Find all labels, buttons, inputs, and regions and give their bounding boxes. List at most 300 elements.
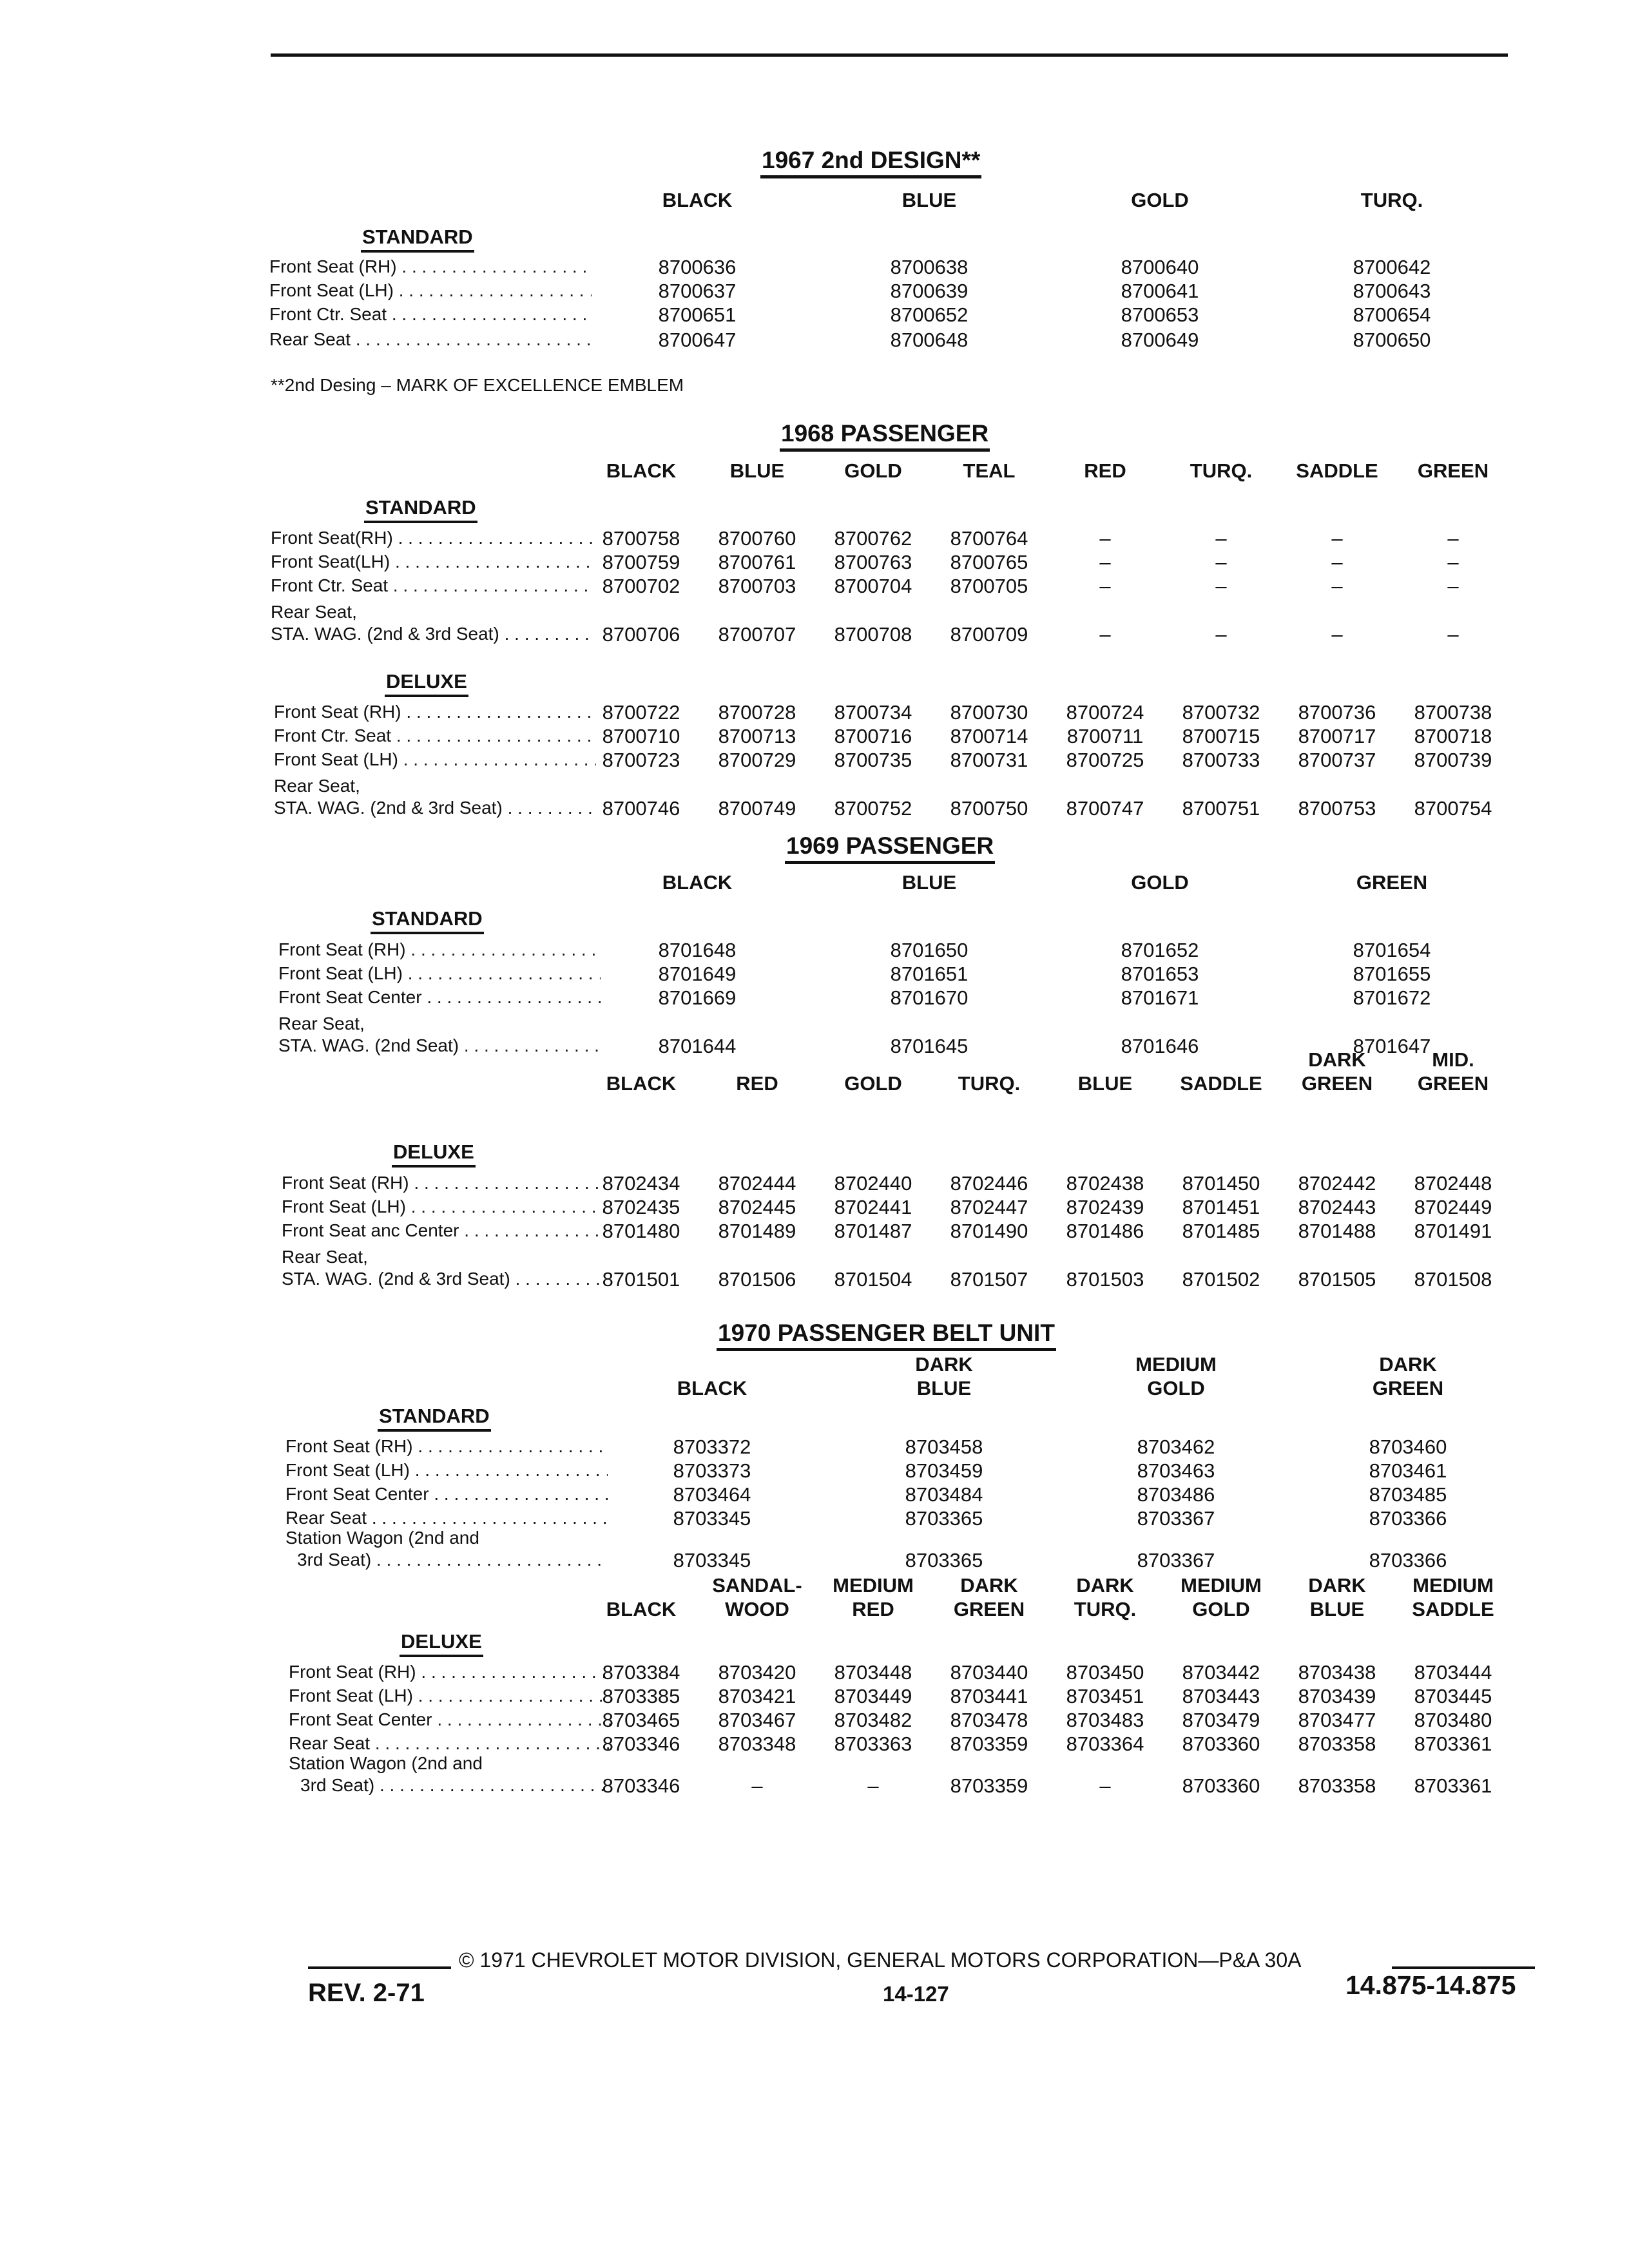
column-header-line: DARK (1379, 1353, 1437, 1376)
part-number-cell: 8700639 (890, 280, 969, 302)
part-number-cell: 8700760 (718, 527, 796, 550)
part-number-cell: 8703361 (1414, 1774, 1492, 1797)
standard-column-header (1369, 459, 1537, 483)
row-label (282, 1220, 604, 1242)
part-number-cell: – (1447, 575, 1459, 597)
row-label (285, 1527, 608, 1571)
part-number-cell: 8703364 (1066, 1733, 1144, 1755)
part-number-cell: 8703459 (905, 1459, 983, 1482)
row-label-line (282, 1246, 604, 1268)
row-label-line (271, 623, 593, 645)
part-number-cell: 8701491 (1414, 1220, 1492, 1242)
part-number-cell: 8703361 (1414, 1733, 1492, 1755)
part-number-cell: 8700753 (1298, 797, 1376, 820)
row-label-line (269, 303, 592, 325)
row-label-line (271, 551, 593, 573)
row-label-line (271, 601, 593, 623)
part-number-cell: 8700722 (602, 701, 680, 724)
section-title: 1969 PASSENGER (785, 832, 995, 864)
standard-column-header (1076, 188, 1244, 212)
part-number-cell: 8703363 (834, 1733, 912, 1755)
part-number-cell: 8703420 (718, 1661, 796, 1684)
part-number-cell: 8700736 (1298, 701, 1376, 724)
row-label (278, 1013, 601, 1057)
part-number-cell: 8700751 (1182, 797, 1260, 820)
column-header-line: BLACK (662, 871, 733, 894)
part-number-cell: 8700761 (718, 551, 796, 573)
column-header-line: GOLD (844, 1072, 902, 1095)
part-number-cell: – (1331, 551, 1343, 573)
part-number-cell: 8703461 (1369, 1459, 1447, 1482)
part-number-cell: 8700713 (718, 725, 796, 747)
part-number-cell: 8701655 (1353, 963, 1431, 985)
part-number-cell: 8703348 (718, 1733, 796, 1755)
row-label-text: Front Seat (LH) (282, 1196, 406, 1216)
row-label-text: Rear Seat (285, 1508, 367, 1528)
leader-dots (403, 963, 601, 983)
part-number-cell: – (1331, 527, 1343, 550)
part-number-cell: 8702438 (1066, 1172, 1144, 1195)
part-number-cell: 8700728 (718, 701, 796, 724)
part-number-cell: 8700764 (950, 527, 1028, 550)
part-number-cell: 8701652 (1121, 939, 1199, 961)
part-number-cell: 8700732 (1182, 701, 1260, 724)
part-number-cell: 8702447 (950, 1196, 1028, 1218)
footer-rule-right (1392, 1966, 1535, 1969)
row-label-line (285, 1483, 608, 1505)
part-number-cell: – (867, 1774, 879, 1797)
standard-column-header (628, 1376, 796, 1400)
part-number-cell: 8702441 (834, 1196, 912, 1218)
row-label-line (285, 1549, 608, 1571)
column-header-line: TURQ. (958, 1072, 1021, 1095)
part-number-cell: 8703485 (1369, 1483, 1447, 1506)
part-number-cell: 8703444 (1414, 1661, 1492, 1684)
part-number-cell: 8700752 (834, 797, 912, 820)
column-header-line: WOOD (725, 1598, 789, 1620)
part-number-cell: – (1099, 527, 1111, 550)
part-number-cell: 8703366 (1369, 1507, 1447, 1530)
column-header-line: DARK (1076, 1574, 1134, 1597)
standard-column-header (1308, 188, 1476, 212)
part-number-cell: 8700651 (658, 303, 737, 326)
column-header-line: GREEN (1301, 1072, 1373, 1095)
standard-column-header (613, 188, 781, 212)
column-header-line: GOLD (1131, 189, 1189, 211)
row-label (289, 1733, 611, 1754)
part-number-cell: 8701485 (1182, 1220, 1260, 1242)
column-header-line: BLUE (916, 1377, 972, 1399)
part-number-cell: 8703462 (1137, 1436, 1215, 1458)
standard-column-header (845, 188, 1013, 212)
row-label-line (282, 1268, 604, 1290)
column-header-line: DARK (960, 1574, 1018, 1597)
row-label-text: Front Seat (LH) (278, 963, 403, 983)
row-label-text: Front Seat (LH) (285, 1460, 410, 1480)
part-number-cell: 8703448 (834, 1661, 912, 1684)
part-number-cell: 8701480 (602, 1220, 680, 1242)
row-label-text: Front Seat(RH) (271, 528, 393, 548)
row-label (271, 527, 593, 549)
row-label (274, 749, 596, 771)
part-number-cell: 8701501 (602, 1268, 680, 1291)
footer-revision: REV. 2-71 (308, 1979, 425, 2007)
part-number-cell: 8703449 (834, 1685, 912, 1707)
part-number-cell: 8701502 (1182, 1268, 1260, 1291)
row-label-line (274, 775, 596, 797)
row-label (269, 329, 592, 351)
row-label-line (269, 256, 592, 278)
part-number-cell: 8700640 (1121, 256, 1199, 278)
part-number-cell: 8700714 (950, 725, 1028, 747)
row-label (271, 551, 593, 573)
part-number-cell: 8700705 (950, 575, 1028, 597)
row-label (285, 1436, 608, 1457)
part-number-cell: 8701487 (834, 1220, 912, 1242)
part-number-cell: 8700643 (1353, 280, 1431, 302)
column-header-line: RED (852, 1598, 894, 1620)
part-number-cell: 8701669 (658, 986, 737, 1009)
row-label-line (282, 1196, 604, 1218)
row-label-text: Front Seat anc Center (282, 1220, 459, 1240)
part-number-cell: 8702445 (718, 1196, 796, 1218)
part-number-cell: 8702446 (950, 1172, 1028, 1195)
row-label-line (289, 1685, 611, 1707)
row-label-text: STA. WAG. (2nd & 3rd Seat) (271, 624, 499, 644)
row-label-text: STA. WAG. (2nd & 3rd Seat) (282, 1269, 510, 1289)
part-number-cell: 8701646 (1121, 1035, 1199, 1057)
part-number-cell: 8701647 (1353, 1035, 1431, 1057)
row-label-line (278, 963, 601, 985)
part-number-cell: 8700653 (1121, 303, 1199, 326)
part-number-cell: 8700750 (950, 797, 1028, 820)
footer-reference: 14.875-14.875 (1345, 1970, 1516, 2000)
leader-dots (351, 329, 592, 349)
part-number-cell: 8701651 (890, 963, 969, 985)
part-number-cell: 8700704 (834, 575, 912, 597)
row-label (269, 256, 592, 278)
column-header-line: BLUE (1077, 1072, 1133, 1095)
part-number-cell: 8703484 (905, 1483, 983, 1506)
part-number-cell: 8703359 (950, 1774, 1028, 1797)
deluxe-column-header (1369, 1573, 1537, 1621)
part-number-cell: 8703451 (1066, 1685, 1144, 1707)
column-header-line: DARK (1308, 1574, 1366, 1597)
row-label-text: Front Seat (LH) (269, 280, 394, 300)
part-number-cell: 8702439 (1066, 1196, 1144, 1218)
row-label-text: Front Seat Center (278, 987, 422, 1007)
part-number-cell: 8701503 (1066, 1268, 1144, 1291)
row-label-text: Station Wagon (2nd and (289, 1753, 483, 1773)
category-heading: DELUXE (400, 1630, 483, 1657)
row-label (289, 1661, 611, 1683)
section-title: 1970 PASSENGER BELT UNIT (717, 1320, 1056, 1351)
standard-column-header (1076, 870, 1244, 894)
leader-dots (393, 528, 593, 548)
row-label-text: Front Ctr. Seat (269, 304, 387, 324)
part-number-cell: 8703358 (1298, 1733, 1376, 1755)
part-number-cell: 8701645 (890, 1035, 969, 1057)
row-label-text: STA. WAG. (2nd Seat) (278, 1035, 459, 1055)
part-number-cell: 8700734 (834, 701, 912, 724)
category-heading: DELUXE (392, 1140, 476, 1168)
part-number-cell: 8700641 (1121, 280, 1199, 302)
standard-column-header (1092, 1352, 1260, 1400)
part-number-cell: 8700706 (602, 623, 680, 646)
part-number-cell: – (1331, 623, 1343, 646)
part-number-cell: 8700747 (1066, 797, 1144, 820)
row-label-line (271, 527, 593, 549)
part-number-cell: – (1099, 551, 1111, 573)
column-header-line: BLUE (901, 189, 957, 211)
category-heading: STANDARD (378, 1405, 491, 1432)
column-header-line: GREEN (1372, 1377, 1444, 1399)
row-label-text: Front Seat(LH) (271, 552, 390, 572)
row-label-line (274, 749, 596, 771)
row-label-line (278, 1035, 601, 1057)
part-number-cell: 8700702 (602, 575, 680, 597)
part-number-cell: 8703443 (1182, 1685, 1260, 1707)
part-number-cell: 8703385 (602, 1685, 680, 1707)
part-number-cell: 8702440 (834, 1172, 912, 1195)
standard-column-header (1324, 1352, 1492, 1400)
leader-dots (459, 1035, 601, 1055)
leader-dots (422, 987, 601, 1007)
row-label (285, 1483, 608, 1505)
row-label-text: Front Seat (RH) (282, 1173, 409, 1193)
part-number-cell: 8700737 (1298, 749, 1376, 771)
leader-dots (367, 1508, 608, 1528)
part-number-cell: 8703477 (1298, 1709, 1376, 1731)
part-number-cell: 8701671 (1121, 986, 1199, 1009)
part-number-cell: 8700717 (1298, 725, 1376, 747)
leader-dots (387, 304, 592, 324)
part-number-cell: 8703346 (602, 1733, 680, 1755)
row-label (285, 1459, 608, 1481)
part-number-cell: 8703479 (1182, 1709, 1260, 1731)
part-number-cell: – (1099, 575, 1111, 597)
row-label-text: Front Seat (RH) (278, 939, 406, 959)
row-label-line (289, 1753, 611, 1774)
part-number-cell: – (1099, 623, 1111, 646)
leader-dots (397, 256, 592, 276)
part-number-cell: – (1447, 551, 1459, 573)
part-number-cell: 8700735 (834, 749, 912, 771)
column-header-line: MEDIUM (1181, 1574, 1262, 1597)
part-number-cell: 8703486 (1137, 1483, 1215, 1506)
part-number-cell: 8700754 (1414, 797, 1492, 820)
row-label-text: Front Seat (RH) (289, 1662, 416, 1682)
row-label-line (278, 1013, 601, 1035)
column-header-line: MID. (1432, 1048, 1474, 1071)
part-number-cell: 8700703 (718, 575, 796, 597)
part-number-cell: 8700749 (718, 797, 796, 820)
row-label-text: Rear Seat, (278, 1014, 365, 1033)
part-number-cell: 8700763 (834, 551, 912, 573)
column-header-line: RED (1084, 459, 1126, 482)
part-number-cell: 8703366 (1369, 1549, 1447, 1571)
part-number-cell: 8703467 (718, 1709, 796, 1731)
part-number-cell: 8701505 (1298, 1268, 1376, 1291)
row-label-text: 3rd Seat) (300, 1775, 375, 1795)
section-title: 1968 PASSENGER (780, 420, 990, 452)
part-number-cell: 8700733 (1182, 749, 1260, 771)
part-number-cell: 8703482 (834, 1709, 912, 1731)
row-label (289, 1709, 611, 1731)
column-header-line: SADDLE (1412, 1598, 1494, 1620)
part-number-cell: 8701450 (1182, 1172, 1260, 1195)
part-number-cell: – (1447, 623, 1459, 646)
row-label (271, 575, 593, 597)
part-number-cell: 8703483 (1066, 1709, 1144, 1731)
part-number-cell: 8700652 (890, 303, 969, 326)
row-label (274, 725, 596, 747)
row-label-text: Front Ctr. Seat (274, 726, 392, 745)
row-label (269, 303, 592, 325)
part-number-cell: – (1215, 575, 1227, 597)
part-number-cell: 8701504 (834, 1268, 912, 1291)
row-label-line (269, 329, 592, 351)
row-label-line (289, 1733, 611, 1754)
row-label (285, 1507, 608, 1529)
row-label-line (289, 1661, 611, 1683)
column-header-line: BLACK (677, 1377, 747, 1399)
leader-dots (388, 575, 593, 595)
row-label-text: Front Seat (LH) (289, 1686, 413, 1706)
part-number-cell: 8700650 (1353, 329, 1431, 351)
leader-dots (390, 552, 593, 572)
part-number-cell: 8703442 (1182, 1661, 1260, 1684)
part-number-cell: 8703365 (905, 1507, 983, 1530)
column-header-line: GOLD (844, 459, 902, 482)
category-heading: STANDARD (364, 496, 477, 523)
part-number-cell: 8700647 (658, 329, 737, 351)
row-label-line (282, 1220, 604, 1242)
part-number-cell: 8700716 (834, 725, 912, 747)
section-title: 1967 2nd DESIGN** (760, 147, 981, 178)
part-number-cell: 8703460 (1369, 1436, 1447, 1458)
part-number-cell: 8700762 (834, 527, 912, 550)
part-number-cell: 8703441 (950, 1685, 1028, 1707)
part-number-cell: 8701648 (658, 939, 737, 961)
part-number-cell: 8700730 (950, 701, 1028, 724)
part-number-cell: 8700642 (1353, 256, 1431, 278)
part-number-cell: – (1215, 623, 1227, 646)
row-label-line (278, 986, 601, 1008)
row-label (278, 986, 601, 1008)
part-number-cell: – (1447, 527, 1459, 550)
column-header-line: RED (736, 1072, 778, 1095)
column-header-line: TURQ. (1074, 1598, 1137, 1620)
part-number-cell: 8700638 (890, 256, 969, 278)
part-number-cell: 8700709 (950, 623, 1028, 646)
part-number-cell: 8701507 (950, 1268, 1028, 1291)
part-number-cell: 8701451 (1182, 1196, 1260, 1218)
part-number-cell: 8700707 (718, 623, 796, 646)
part-number-cell: – (1331, 575, 1343, 597)
part-number-cell: 8703439 (1298, 1685, 1376, 1707)
row-label (274, 775, 596, 819)
row-label-line (274, 797, 596, 819)
part-number-cell: 8703445 (1414, 1685, 1492, 1707)
part-number-cell: 8700729 (718, 749, 796, 771)
part-number-cell: 8700710 (602, 725, 680, 747)
row-label (282, 1196, 604, 1218)
column-header-line: GREEN (953, 1598, 1025, 1620)
row-label-text: Front Seat Center (285, 1484, 429, 1504)
column-header-line: BLACK (606, 459, 677, 482)
row-label-text: Rear Seat (269, 329, 351, 349)
column-header-line: MEDIUM (833, 1574, 914, 1597)
column-header-line: GREEN (1356, 871, 1428, 894)
row-label (282, 1246, 604, 1290)
standard-column-header (613, 870, 781, 894)
row-label-line (274, 725, 596, 747)
part-number-cell: 8703345 (673, 1507, 751, 1530)
row-label-text: Front Seat Center (289, 1709, 432, 1729)
part-number-cell: 8700731 (950, 749, 1028, 771)
part-number-cell: 8700724 (1066, 701, 1144, 724)
row-label-line (285, 1507, 608, 1529)
row-label-line (269, 280, 592, 302)
part-number-cell: 8701506 (718, 1268, 796, 1291)
leader-dots (406, 939, 601, 959)
part-number-cell: 8700725 (1066, 749, 1144, 771)
part-number-cell: 8701672 (1353, 986, 1431, 1009)
row-label-line (278, 939, 601, 961)
leader-dots (429, 1484, 608, 1504)
leader-dots (394, 280, 592, 300)
row-label-line (282, 1172, 604, 1194)
column-header-line: BLACK (662, 189, 733, 211)
part-number-cell: – (751, 1774, 763, 1797)
column-header-line: BLACK (606, 1598, 677, 1620)
column-header-line: TEAL (963, 459, 1016, 482)
part-number-cell: 8700649 (1121, 329, 1199, 351)
part-number-cell: 8700648 (890, 329, 969, 351)
column-header-line: BLUE (729, 459, 785, 482)
part-number-cell: 8700759 (602, 551, 680, 573)
row-label (289, 1685, 611, 1707)
part-number-cell: 8700637 (658, 280, 737, 302)
part-number-cell: 8702448 (1414, 1172, 1492, 1195)
part-number-cell: 8703365 (905, 1549, 983, 1571)
row-label-text: Rear Seat, (274, 776, 360, 796)
standard-column-header (860, 1352, 1028, 1400)
part-number-cell: 8703367 (1137, 1549, 1215, 1571)
part-number-cell: 8702434 (602, 1172, 680, 1195)
part-number-cell: 8703360 (1182, 1774, 1260, 1797)
part-number-cell: – (1215, 551, 1227, 573)
row-label-line (289, 1774, 611, 1796)
row-label-line (289, 1709, 611, 1731)
row-label (278, 939, 601, 961)
part-number-cell: 8702444 (718, 1172, 796, 1195)
part-number-cell: 8700708 (834, 623, 912, 646)
part-number-cell: 8703421 (718, 1685, 796, 1707)
row-label (289, 1753, 611, 1796)
part-number-cell: 8702449 (1414, 1196, 1492, 1218)
part-number-cell: 8701489 (718, 1220, 796, 1242)
category-heading: DELUXE (385, 670, 468, 697)
part-number-cell: 8703465 (602, 1709, 680, 1731)
part-number-cell: 8700654 (1353, 303, 1431, 326)
column-header-line: BLACK (606, 1072, 677, 1095)
row-label (269, 280, 592, 302)
row-label-text: STA. WAG. (2nd & 3rd Seat) (274, 798, 503, 818)
part-number-cell: 8701670 (890, 986, 969, 1009)
row-label-text: 3rd Seat) (297, 1550, 372, 1570)
